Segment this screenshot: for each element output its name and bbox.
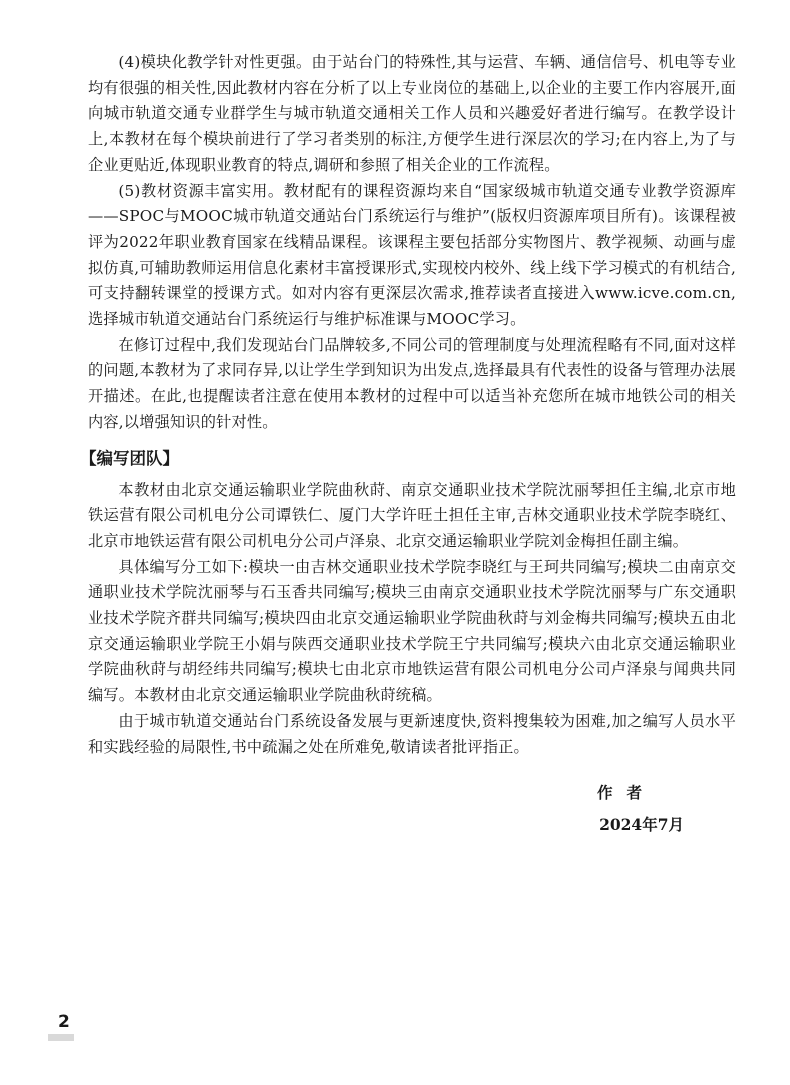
signature-date: 2024年7月 <box>599 815 684 835</box>
paragraph-apology: 由于城市轨道交通站台门系统设备发展与更新速度快,资料搜集较为困难,加之编写人员水平和实践经验的局限性,书中疏漏之处在所难免,敬请读者批评指正。 <box>88 711 736 756</box>
page-content <box>80 50 736 838</box>
paragraph-division-of-work: 具体编写分工如下:模块一由吉林交通职业技术学院李晓红与王珂共同编写;模块二由南京交通职业技术学院沈丽琴与石玉香共同编写;模块三由南京交通职业技术学院沈丽琴与广东交通职业技术学院齐群共同编写;模块四由北京交通运输职业学院曲秋莳与刘金梅共同编写;模块五由北京交通运输职业学院王小娟与陕西交通职业技术学院王宁共同编写;模块六由北京交通运输职业学院曲秋莳与胡经纬共同编写;模块七由北京市地铁运营有限公司机电分公司卢泽泉与闻典共同编写。本教材由北京交通运输职业学院曲秋莳统稿。 <box>88 557 736 705</box>
paragraph-modular-teaching: (4)模块化教学针对性更强。由于站台门的特殊性,其与运营、车辆、通信信号、机电等专业均有很强的相关性,因此教材内容在分析了以上专业岗位的基础上,以企业的主要工作内容展开,面向城市轨道交通专业群学生与城市轨道交通相关工作人员和兴趣爱好者进行编写。在教学设计上,本教材在每个模块前进行了学习者类别的标注,方便学生进行深层次的学习;在内容上,为了与企业更贴近,体现职业教育的特点,调研和参照了相关企业的工作流程。 <box>88 53 736 174</box>
section-title-team: 【编写团队】 <box>80 448 179 468</box>
paragraph-resources: (5)教材资源丰富实用。教材配有的课程资源均来自“国家级城市轨道交通专业教学资源库——SPOC与MOOC城市轨道交通站台门系统运行与维护”(版权归资源库项目所有)。该课程被评为2022年职业教育国家在线精品课程。该课程主要包括部分实物图片、教学视频、动画与虚拟仿真,可辅助教师运用信息化素材丰富授课形式,实现校内校外、线上线下学习模式的有机结合,可支持翻转课堂的授课方式。如对内容有更深层次需求,推荐读者直接进入www.icve.com.cn,选择城市轨道交通站台门系统运行与维护标准课与MOOC学习。 <box>88 181 736 329</box>
footer-decoration <box>48 1034 74 1041</box>
paragraph-revision: 在修订过程中,我们发现站台门品牌较多,不同公司的管理制度与处理流程略有不同,面对这样的问题,本教材为了求同存异,以让学生学到知识为出发点,选择最具有代表性的设备与管理办法展开描述。在此,也提醒读者注意在使用本教材的过程中可以适当补充您所在城市地铁公司的相关内容,以增强知识的针对性。 <box>88 335 736 431</box>
page-number: 2 <box>58 1012 70 1032</box>
signature-author: 作者 <box>596 783 656 803</box>
paragraph-editors: 本教材由北京交通运输职业学院曲秋莳、南京交通职业技术学院沈丽琴担任主编,北京市地铁运营有限公司机电分公司谭铁仁、厦门大学许旺土担任主审,吉林交通职业技术学院李晓红、北京市地铁运营有限公司机电分公司卢泽泉、北京交通运输职业学院刘金梅担任副主编。 <box>88 480 736 550</box>
